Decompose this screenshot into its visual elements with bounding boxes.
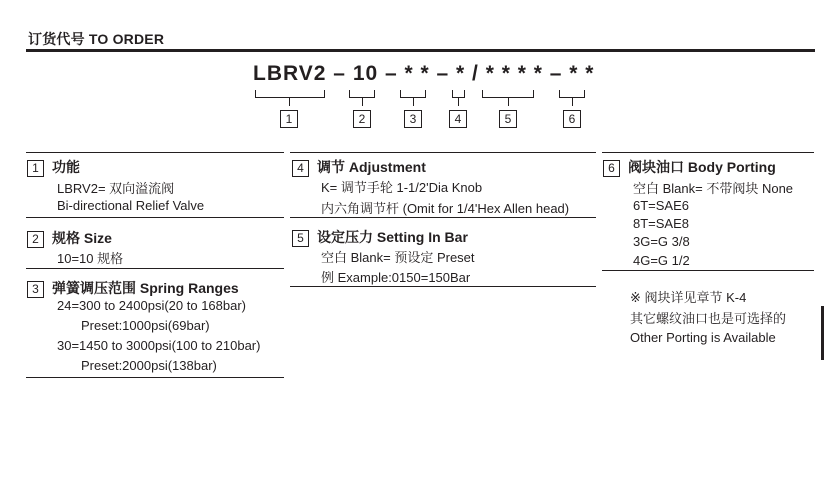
section-6-line-1: 空白 Blank= 不带阀块 None: [633, 181, 794, 196]
code-position-4: 4: [449, 110, 467, 128]
section-2-title: [27, 228, 112, 248]
section-4-title: [292, 157, 426, 177]
code-position-6: 6: [563, 110, 581, 128]
section-2-line-1: 10=10 规格: [57, 251, 124, 266]
section-6-line-2: 6T=SAE6: [633, 198, 690, 213]
section-1-line-1: LBRV2= 双向溢流阀: [57, 181, 175, 196]
section-6-number: 6: [603, 160, 620, 177]
code-stem-2: [362, 97, 363, 106]
section-4-number: 4: [292, 160, 309, 177]
section-3-line-2: Preset:1000psi(69bar): [81, 318, 210, 333]
section-5-rule: [290, 286, 596, 287]
section-6-line-5: 4G=G 1/2: [633, 253, 690, 268]
column-rule-2-top: [290, 152, 596, 153]
section-3-line-1: 24=300 to 2400psi(20 to 168bar): [57, 298, 247, 313]
column-rule-3-top: [602, 152, 814, 153]
section-1-line-2: Bi-directional Relief Valve: [57, 198, 205, 213]
code-stem-5: [508, 97, 509, 106]
section-3-title: [27, 278, 239, 298]
header-rule: [26, 49, 815, 52]
column-rule-1-top: [26, 152, 284, 153]
section-5-line-2: 例 Example:0150=150Bar: [321, 270, 471, 285]
section-6-label: 阀块油口 Body Porting: [628, 159, 776, 175]
section-2-label: 规格 Size: [52, 230, 112, 246]
section-5-label: 设定压力 Setting In Bar: [317, 229, 468, 245]
note-line-2: 其它螺纹油口也是可选择的: [630, 311, 787, 326]
section-4-line-1: K= 调节手轮 1-1/2'Dia Knob: [321, 180, 483, 195]
section-6-rule: [602, 270, 814, 271]
note-line-3: Other Porting is Available: [630, 330, 776, 345]
section-2-number: 2: [27, 231, 44, 248]
section-1-rule: [26, 217, 284, 218]
code-stem-6: [572, 97, 573, 106]
section-1-label: 功能: [52, 159, 80, 175]
page-header: 订货代号 TO ORDER: [28, 31, 165, 47]
model-code: LBRV2 – 10 – * * – * / * * * * – * *: [253, 62, 595, 85]
note-line-1: ※ 阀块详见章节 K-4: [630, 290, 747, 305]
section-6-line-3: 8T=SAE8: [633, 216, 690, 231]
section-3-label: 弹簧调压范围 Spring Ranges: [52, 280, 239, 296]
section-3-line-4: Preset:2000psi(138bar): [81, 358, 217, 373]
code-bracket-1: [255, 90, 325, 98]
code-stem-4: [458, 97, 459, 106]
section-6-line-4: 3G=G 3/8: [633, 234, 690, 249]
code-stem-1: [289, 97, 290, 106]
page-edge-bar: [821, 306, 824, 360]
code-position-5: 5: [499, 110, 517, 128]
section-5-title: [292, 227, 468, 247]
section-1-number: 1: [27, 160, 44, 177]
section-4-rule: [290, 217, 596, 218]
section-5-line-1: 空白 Blank= 预设定 Preset: [321, 250, 475, 265]
section-4-label: 调节 Adjustment: [317, 159, 426, 175]
section-1-title: [27, 157, 80, 177]
section-2-rule: [26, 268, 284, 269]
section-6-title: [603, 157, 776, 177]
section-3-number: 3: [27, 281, 44, 298]
code-position-2: 2: [353, 110, 371, 128]
code-position-1: 1: [280, 110, 298, 128]
code-stem-3: [413, 97, 414, 106]
section-4-line-2: 内六角调节杆 (Omit for 1/4'Hex Allen head): [321, 201, 570, 216]
section-5-number: 5: [292, 230, 309, 247]
section-3-line-3: 30=1450 to 3000psi(100 to 210bar): [57, 338, 261, 353]
section-3-rule: [26, 377, 284, 378]
code-position-3: 3: [404, 110, 422, 128]
